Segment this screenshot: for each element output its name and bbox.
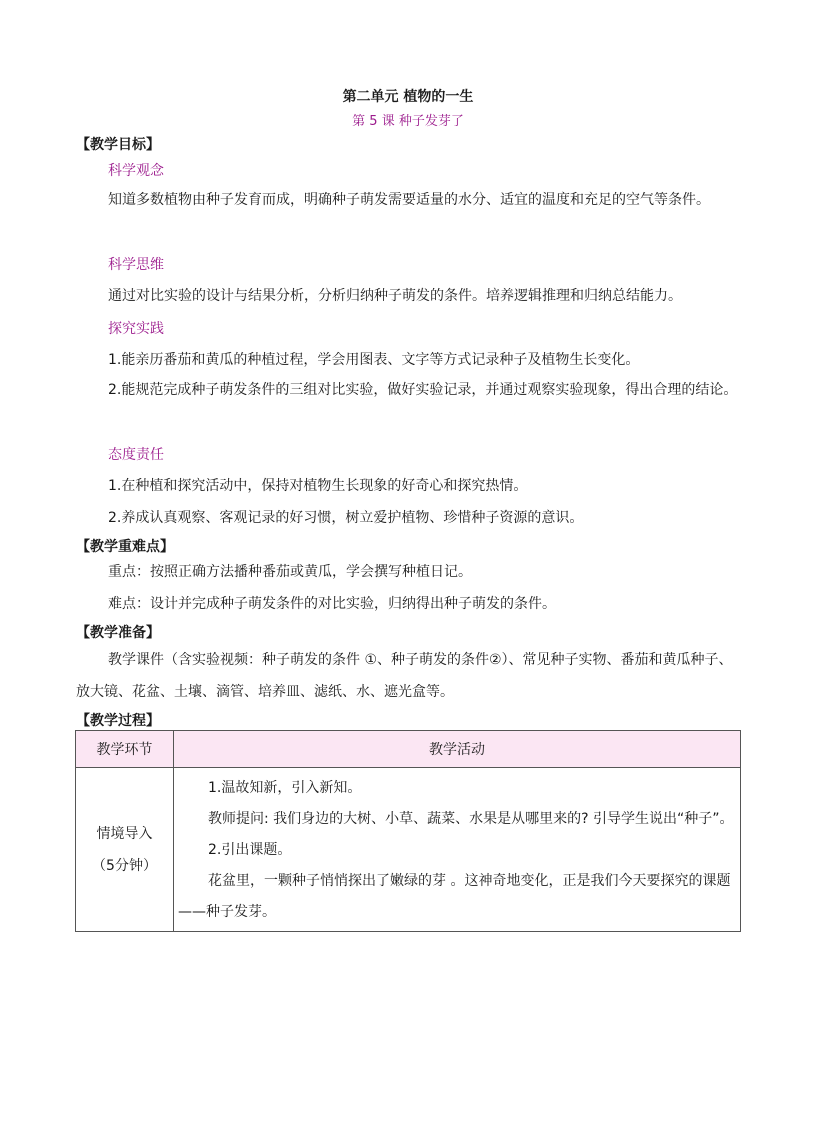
table-header-activity: 教学活动 [174,731,741,768]
subheading-concept: 科学观念 [108,163,164,179]
process-table [75,730,741,932]
paragraph-attitude-1: 1.在种植和探究活动中，保持对植物生长现象的好奇心和探究热情。 [108,478,528,494]
lesson-title: 第 5 课 种子发芽了 [352,114,464,129]
unit-title: 第二单元 植物的一生 [342,89,474,105]
subheading-attitude: 态度责任 [108,447,164,463]
section-heading-preparation: 【教学准备】 [76,625,160,641]
activity-step-1: 1.温故知新，引入新知。 [208,780,362,796]
paragraph-concept: 知道多数植物由种子发育而成，明确种子萌发需要适量的水分、适宜的温度和充足的空气等条件。 [108,192,710,208]
section-heading-process: 【教学过程】 [76,713,160,729]
table-header-row [76,731,741,768]
paragraph-practice-1: 1.能亲历番茄和黄瓜的种植过程，学会用图表、文字等方式记录种子及植物生长变化。 [108,352,640,368]
activity-step-2: 2.引出课题。 [208,842,292,858]
stage-time: （5分钟） [92,857,157,874]
subheading-thinking: 科学思维 [108,257,164,273]
paragraph-preparation: 教学课件（含实验视频：种子萌发的条件 ①、种子萌发的条件②）、常见种子实物、番茄和黄瓜种子、放大镜、花盆、土壤、滴管、培养皿、滤纸、水、遮光盒等。 [76,652,733,700]
paragraph-attitude-2: 2.养成认真观察、客观记录的好习惯，树立爱护植物、珍惜种子资源的意识。 [108,510,584,526]
activity-intro: 花盆里，一颗种子悄悄探出了嫩绿的芽 。这神奇地变化，正是我们今天要探究的课题——种子发芽。 [178,873,731,920]
paragraph-key: 重点：按照正确方法播种番茄或黄瓜，学会撰写种植日记。 [108,564,472,580]
section-heading-goals: 【教学目标】 [76,137,160,153]
paragraph-practice-2: 2.能规范完成种子萌发条件的三组对比实验，做好实验记录，并通过观察实验现象，得出合理的结论。 [108,382,738,398]
activity-cell [174,768,741,932]
paragraph-thinking: 通过对比实验的设计与结果分析，分析归纳种子萌发的条件。培养逻辑推理和归纳总结能力。 [108,288,682,304]
table-header-stage: 教学环节 [76,731,174,768]
activity-question: 教师提问: 我们身边的大树、小草、蔬菜、水果是从哪里来的? 引导学生说出“种子”。 [208,811,734,827]
paragraph-difficult: 难点：设计并完成种子萌发条件的对比实验，归纳得出种子萌发的条件。 [108,596,556,612]
table-row [76,768,741,932]
section-heading-keypoints: 【教学重难点】 [76,539,174,555]
subheading-practice: 探究实践 [108,321,164,337]
stage-name: 情境导入 [96,825,153,842]
stage-cell [76,768,174,932]
